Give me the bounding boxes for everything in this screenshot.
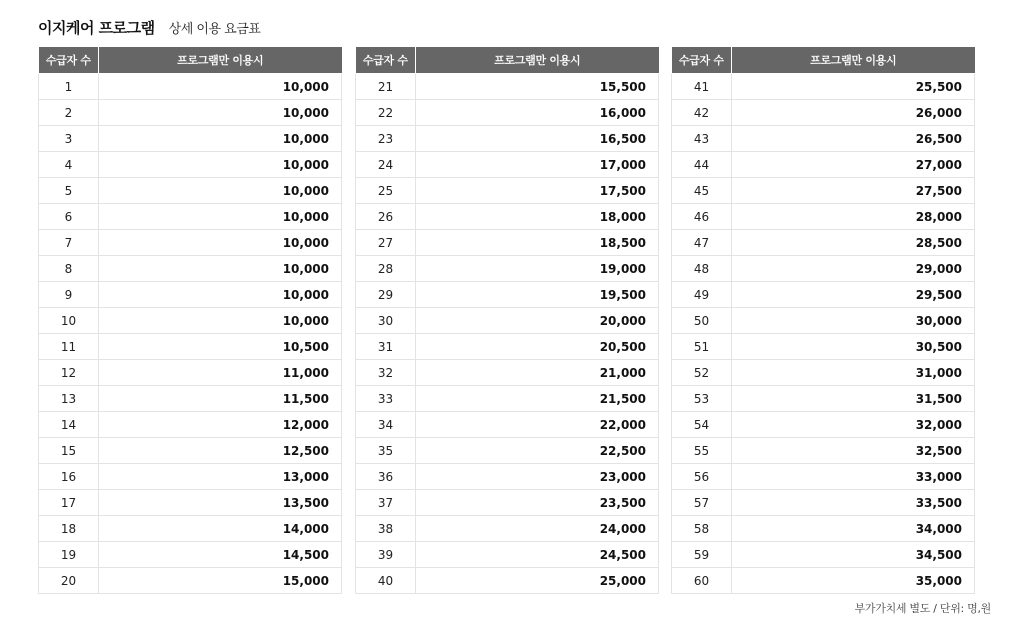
table-row xyxy=(672,334,975,360)
table-row xyxy=(672,360,975,386)
table-row xyxy=(672,516,975,542)
table-row xyxy=(39,412,342,438)
table-row xyxy=(356,360,659,386)
pricing-subtitle: 상세 이용 요금표 xyxy=(168,22,261,37)
recipient-count-cell: 6 xyxy=(39,204,99,230)
recipient-count-cell: 13 xyxy=(39,386,99,412)
column-header-count: 수급자 수 xyxy=(39,47,99,74)
recipient-count-cell: 11 xyxy=(39,334,99,360)
column-header-count: 수급자 수 xyxy=(672,47,732,74)
recipient-count-cell: 41 xyxy=(672,74,732,100)
price-cell: 32,000 xyxy=(732,412,975,438)
table-row xyxy=(356,282,659,308)
table-row xyxy=(39,334,342,360)
table-row xyxy=(39,152,342,178)
table-row xyxy=(672,74,975,100)
recipient-count-cell: 22 xyxy=(356,100,416,126)
table-row xyxy=(356,178,659,204)
price-cell: 21,500 xyxy=(416,386,659,412)
column-header-price: 프로그램만 이용시 xyxy=(416,47,659,74)
recipient-count-cell: 25 xyxy=(356,178,416,204)
table-row xyxy=(672,152,975,178)
recipient-count-cell: 31 xyxy=(356,334,416,360)
recipient-count-cell: 23 xyxy=(356,126,416,152)
table-row xyxy=(672,438,975,464)
table-row xyxy=(356,334,659,360)
table-row xyxy=(39,386,342,412)
price-cell: 13,000 xyxy=(99,464,342,490)
table-row xyxy=(356,490,659,516)
price-cell: 28,500 xyxy=(732,230,975,256)
price-cell: 11,500 xyxy=(99,386,342,412)
table-row xyxy=(672,178,975,204)
table-row xyxy=(356,386,659,412)
table-row xyxy=(356,516,659,542)
recipient-count-cell: 2 xyxy=(39,100,99,126)
price-cell: 10,000 xyxy=(99,256,342,282)
table-row xyxy=(39,74,342,100)
pricing-table-1 xyxy=(38,47,342,594)
price-cell: 11,000 xyxy=(99,360,342,386)
table-row xyxy=(39,464,342,490)
price-cell: 19,500 xyxy=(416,282,659,308)
table-row xyxy=(39,516,342,542)
price-cell: 29,000 xyxy=(732,256,975,282)
price-cell: 20,000 xyxy=(416,308,659,334)
price-cell: 34,000 xyxy=(732,516,975,542)
price-cell: 22,000 xyxy=(416,412,659,438)
column-header-price: 프로그램만 이용시 xyxy=(99,47,342,74)
recipient-count-cell: 44 xyxy=(672,152,732,178)
recipient-count-cell: 21 xyxy=(356,74,416,100)
recipient-count-cell: 12 xyxy=(39,360,99,386)
recipient-count-cell: 54 xyxy=(672,412,732,438)
recipient-count-cell: 59 xyxy=(672,542,732,568)
table-row xyxy=(356,230,659,256)
price-cell: 20,500 xyxy=(416,334,659,360)
price-cell: 27,500 xyxy=(732,178,975,204)
price-cell: 29,500 xyxy=(732,282,975,308)
recipient-count-cell: 5 xyxy=(39,178,99,204)
price-cell: 17,000 xyxy=(416,152,659,178)
recipient-count-cell: 32 xyxy=(356,360,416,386)
table-row xyxy=(672,126,975,152)
table-row xyxy=(356,412,659,438)
table-row xyxy=(39,100,342,126)
table-body xyxy=(356,74,659,594)
recipient-count-cell: 3 xyxy=(39,126,99,152)
recipient-count-cell: 60 xyxy=(672,568,732,594)
price-cell: 10,000 xyxy=(99,230,342,256)
recipient-count-cell: 52 xyxy=(672,360,732,386)
recipient-count-cell: 39 xyxy=(356,542,416,568)
table-row xyxy=(39,308,342,334)
recipient-count-cell: 57 xyxy=(672,490,732,516)
recipient-count-cell: 27 xyxy=(356,230,416,256)
price-cell: 10,000 xyxy=(99,100,342,126)
price-cell: 18,500 xyxy=(416,230,659,256)
table-row xyxy=(672,308,975,334)
price-cell: 23,000 xyxy=(416,464,659,490)
price-cell: 26,000 xyxy=(732,100,975,126)
table-row xyxy=(356,74,659,100)
table-row xyxy=(356,438,659,464)
table-row xyxy=(39,360,342,386)
price-cell: 14,000 xyxy=(99,516,342,542)
vat-unit-note: 부가가치세 별도 / 단위: 명,원 xyxy=(854,602,991,615)
table-row xyxy=(672,568,975,594)
price-cell: 10,000 xyxy=(99,178,342,204)
table-row xyxy=(39,256,342,282)
price-cell: 10,000 xyxy=(99,282,342,308)
price-cell: 15,500 xyxy=(416,74,659,100)
table-row xyxy=(39,438,342,464)
recipient-count-cell: 58 xyxy=(672,516,732,542)
recipient-count-cell: 35 xyxy=(356,438,416,464)
price-cell: 22,500 xyxy=(416,438,659,464)
recipient-count-cell: 45 xyxy=(672,178,732,204)
table-row xyxy=(356,152,659,178)
table-row xyxy=(672,464,975,490)
table-row xyxy=(672,412,975,438)
price-cell: 31,000 xyxy=(732,360,975,386)
table-body xyxy=(39,74,342,594)
recipient-count-cell: 43 xyxy=(672,126,732,152)
price-cell: 14,500 xyxy=(99,542,342,568)
price-cell: 18,000 xyxy=(416,204,659,230)
recipient-count-cell: 15 xyxy=(39,438,99,464)
price-cell: 19,000 xyxy=(416,256,659,282)
recipient-count-cell: 56 xyxy=(672,464,732,490)
recipient-count-cell: 19 xyxy=(39,542,99,568)
price-cell: 12,500 xyxy=(99,438,342,464)
table-row xyxy=(672,386,975,412)
table-row xyxy=(39,490,342,516)
table-row xyxy=(356,126,659,152)
table-row xyxy=(356,308,659,334)
table-row xyxy=(39,542,342,568)
price-cell: 25,000 xyxy=(416,568,659,594)
recipient-count-cell: 24 xyxy=(356,152,416,178)
price-cell: 33,500 xyxy=(732,490,975,516)
column-header-price: 프로그램만 이용시 xyxy=(732,47,975,74)
recipient-count-cell: 51 xyxy=(672,334,732,360)
recipient-count-cell: 36 xyxy=(356,464,416,490)
recipient-count-cell: 16 xyxy=(39,464,99,490)
pricing-table-3 xyxy=(671,47,975,594)
price-cell: 24,500 xyxy=(416,542,659,568)
price-cell: 30,500 xyxy=(732,334,975,360)
recipient-count-cell: 37 xyxy=(356,490,416,516)
table-row xyxy=(356,568,659,594)
price-cell: 31,500 xyxy=(732,386,975,412)
recipient-count-cell: 55 xyxy=(672,438,732,464)
recipient-count-cell: 30 xyxy=(356,308,416,334)
table-body xyxy=(672,74,975,594)
table-row xyxy=(39,230,342,256)
recipient-count-cell: 38 xyxy=(356,516,416,542)
recipient-count-cell: 40 xyxy=(356,568,416,594)
price-cell: 10,000 xyxy=(99,126,342,152)
table-row xyxy=(356,204,659,230)
recipient-count-cell: 42 xyxy=(672,100,732,126)
recipient-count-cell: 9 xyxy=(39,282,99,308)
price-cell: 10,000 xyxy=(99,308,342,334)
table-row xyxy=(672,230,975,256)
table-row xyxy=(39,282,342,308)
price-cell: 35,000 xyxy=(732,568,975,594)
table-row xyxy=(356,256,659,282)
recipient-count-cell: 4 xyxy=(39,152,99,178)
price-cell: 26,500 xyxy=(732,126,975,152)
table-header-row xyxy=(672,47,975,74)
program-title: 이지케어 프로그램 xyxy=(38,19,155,37)
table-row xyxy=(39,568,342,594)
price-cell: 13,500 xyxy=(99,490,342,516)
price-cell: 34,500 xyxy=(732,542,975,568)
table-row xyxy=(672,282,975,308)
table-row xyxy=(672,100,975,126)
table-row xyxy=(39,204,342,230)
recipient-count-cell: 26 xyxy=(356,204,416,230)
price-cell: 21,000 xyxy=(416,360,659,386)
recipient-count-cell: 46 xyxy=(672,204,732,230)
recipient-count-cell: 20 xyxy=(39,568,99,594)
price-cell: 30,000 xyxy=(732,308,975,334)
table-row xyxy=(39,126,342,152)
table-row xyxy=(356,542,659,568)
page-title xyxy=(38,17,260,41)
table-row xyxy=(672,204,975,230)
recipient-count-cell: 1 xyxy=(39,74,99,100)
pricing-table-2 xyxy=(355,47,659,594)
table-row xyxy=(672,490,975,516)
table-row xyxy=(356,100,659,126)
recipient-count-cell: 28 xyxy=(356,256,416,282)
price-cell: 32,500 xyxy=(732,438,975,464)
price-cell: 27,000 xyxy=(732,152,975,178)
table-row xyxy=(39,178,342,204)
price-cell: 17,500 xyxy=(416,178,659,204)
price-cell: 28,000 xyxy=(732,204,975,230)
recipient-count-cell: 33 xyxy=(356,386,416,412)
table-row xyxy=(356,464,659,490)
recipient-count-cell: 14 xyxy=(39,412,99,438)
table-row xyxy=(672,256,975,282)
price-cell: 10,000 xyxy=(99,74,342,100)
recipient-count-cell: 47 xyxy=(672,230,732,256)
recipient-count-cell: 7 xyxy=(39,230,99,256)
recipient-count-cell: 53 xyxy=(672,386,732,412)
recipient-count-cell: 8 xyxy=(39,256,99,282)
column-header-count: 수급자 수 xyxy=(356,47,416,74)
price-cell: 23,500 xyxy=(416,490,659,516)
price-cell: 10,000 xyxy=(99,152,342,178)
recipient-count-cell: 17 xyxy=(39,490,99,516)
price-cell: 15,000 xyxy=(99,568,342,594)
price-cell: 33,000 xyxy=(732,464,975,490)
price-cell: 24,000 xyxy=(416,516,659,542)
table-header-row xyxy=(39,47,342,74)
price-cell: 16,000 xyxy=(416,100,659,126)
recipient-count-cell: 29 xyxy=(356,282,416,308)
table-row xyxy=(672,542,975,568)
recipient-count-cell: 49 xyxy=(672,282,732,308)
price-cell: 25,500 xyxy=(732,74,975,100)
table-header-row xyxy=(356,47,659,74)
price-cell: 10,000 xyxy=(99,204,342,230)
recipient-count-cell: 18 xyxy=(39,516,99,542)
price-cell: 16,500 xyxy=(416,126,659,152)
recipient-count-cell: 10 xyxy=(39,308,99,334)
price-cell: 10,500 xyxy=(99,334,342,360)
recipient-count-cell: 48 xyxy=(672,256,732,282)
recipient-count-cell: 34 xyxy=(356,412,416,438)
recipient-count-cell: 50 xyxy=(672,308,732,334)
price-cell: 12,000 xyxy=(99,412,342,438)
